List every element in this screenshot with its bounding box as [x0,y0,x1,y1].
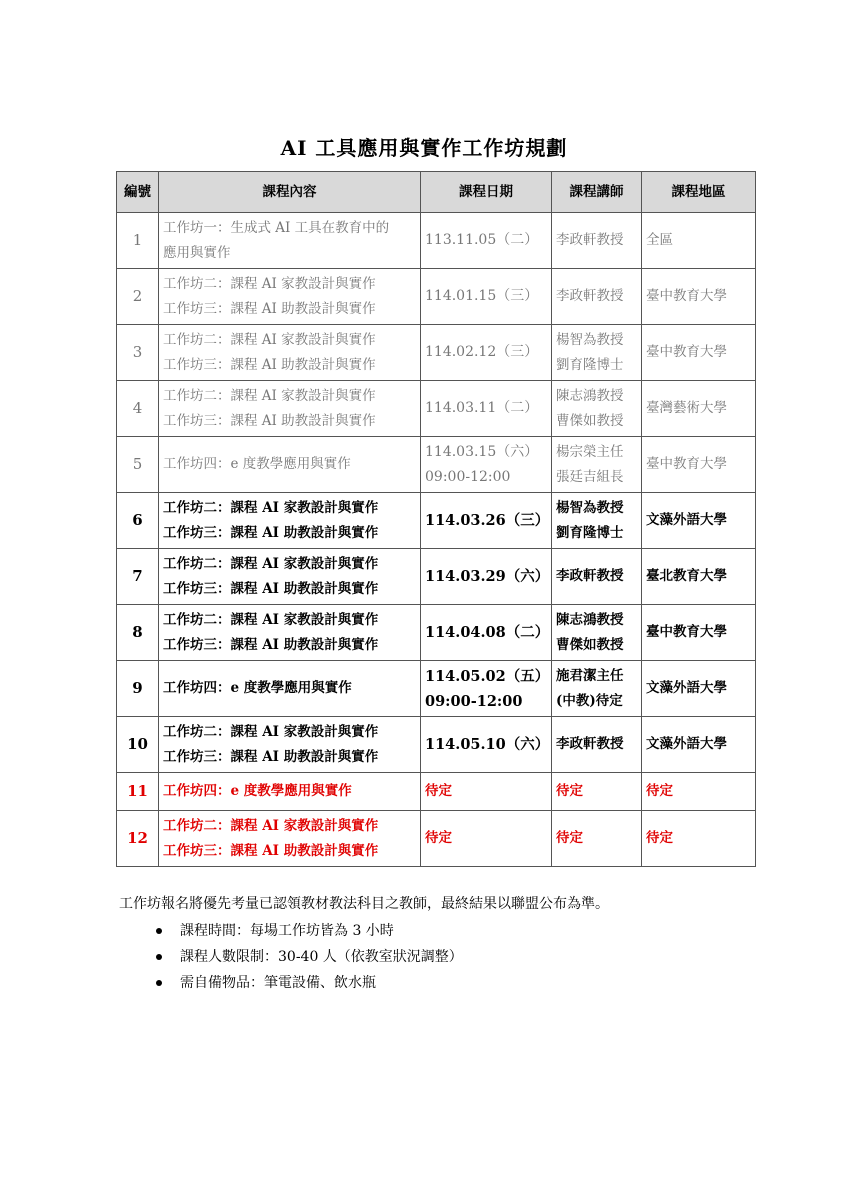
course-content [159,269,421,325]
registration-note: 工作坊報名將優先考量已認領教材教法科目之教師，最終結果以聯盟公布為準。 [119,896,609,912]
table-row [117,269,756,325]
course-area: 臺北教育大學 [642,549,756,605]
teacher-line: 李政軒教授 [556,736,624,752]
date-line: 114.05.02（五） [425,667,550,685]
row-number: 4 [117,381,159,437]
teacher-line: 曹傑如教授 [556,636,624,653]
course-teacher [552,773,642,811]
course-content [159,773,421,811]
course-content [159,549,421,605]
header-teacher: 課程講師 [552,172,642,213]
date-line: 09:00-12:00 [425,692,523,710]
course-content [159,213,421,269]
course-teacher [552,381,642,437]
content-line: 工作坊二：課程 AI 家教設計與實作 [163,331,376,348]
date-line: 114.05.10（六） [425,736,550,753]
content-line: 工作坊三：課程 AI 助教設計與實作 [163,524,379,541]
course-content [159,605,421,661]
course-area: 臺中教育大學 [642,437,756,493]
course-date [421,773,552,811]
course-date [421,325,552,381]
date-line: 09:00-12:00 [425,468,511,485]
date-line: 114.03.29（六） [425,568,550,585]
table-row [117,605,756,661]
table-row [117,213,756,269]
row-number: 5 [117,437,159,493]
bullet-text: 課程時間：每場工作坊皆為 3 小時 [180,923,394,939]
date-line: 待定 [425,783,452,799]
header-content: 課程內容 [159,172,421,213]
course-date [421,437,552,493]
list-item [142,944,463,970]
course-content [159,717,421,773]
date-line: 113.11.05（二） [425,232,539,248]
course-date [421,811,552,867]
course-date [421,661,552,717]
course-date [421,269,552,325]
course-teacher [552,269,642,325]
teacher-line: 李政軒教授 [556,568,624,584]
course-area: 臺中教育大學 [642,605,756,661]
course-content [159,381,421,437]
table-header-row [117,172,756,213]
teacher-line: 張廷吉組長 [556,468,624,485]
teacher-line: 施君潔主任 [556,667,624,684]
course-date [421,605,552,661]
row-number: 12 [117,811,159,867]
course-area: 全區 [642,213,756,269]
date-line: 114.04.08（二） [425,624,550,641]
bullet-icon [156,928,162,934]
bullet-icon [156,954,162,960]
row-number: 3 [117,325,159,381]
row-number: 7 [117,549,159,605]
course-date [421,717,552,773]
course-area: 文藻外語大學 [642,493,756,549]
info-list [142,918,463,996]
course-teacher [552,605,642,661]
course-teacher [552,549,642,605]
date-line: 114.01.15（三） [425,288,539,304]
header-num: 編號 [117,172,159,213]
header-area: 課程地區 [642,172,756,213]
row-number: 10 [117,717,159,773]
content-line: 工作坊三：課程 AI 助教設計與實作 [163,636,379,653]
content-line: 工作坊三：課程 AI 助教設計與實作 [163,842,379,859]
content-line: 工作坊三：課程 AI 助教設計與實作 [163,748,379,765]
course-teacher [552,661,642,717]
table-row [117,437,756,493]
bullet-icon [156,980,162,986]
table-row [117,661,756,717]
table-row [117,493,756,549]
table-row [117,381,756,437]
schedule-table [116,171,756,867]
course-teacher [552,811,642,867]
course-date [421,549,552,605]
row-number: 8 [117,605,159,661]
content-line: 工作坊二：課程 AI 家教設計與實作 [163,387,376,404]
content-line: 工作坊二：課程 AI 家教設計與實作 [163,555,379,572]
content-line: 工作坊二：課程 AI 家教設計與實作 [163,611,379,628]
content-line: 工作坊二：課程 AI 家教設計與實作 [163,275,376,292]
list-item [142,918,463,944]
page-title: AI 工具應用與實作工作坊規劃 [280,136,568,160]
course-area: 文藻外語大學 [642,717,756,773]
teacher-line: 待定 [556,783,583,799]
course-date [421,213,552,269]
row-number: 2 [117,269,159,325]
header-date: 課程日期 [421,172,552,213]
teacher-line: 陳志鴻教授 [556,387,624,404]
course-area: 臺中教育大學 [642,325,756,381]
row-number: 1 [117,213,159,269]
bullet-text: 課程人數限制：30-40 人（依教室狀況調整） [180,949,463,965]
row-number: 9 [117,661,159,717]
course-teacher [552,325,642,381]
course-area: 文藻外語大學 [642,661,756,717]
content-line: 應用與實作 [163,244,231,261]
content-line: 工作坊二：課程 AI 家教設計與實作 [163,723,379,740]
teacher-line: 李政軒教授 [556,288,624,304]
course-teacher [552,437,642,493]
course-date [421,493,552,549]
content-line: 工作坊三：課程 AI 助教設計與實作 [163,412,376,429]
content-line: 工作坊四：e 度教學應用與實作 [163,680,352,696]
teacher-line: 曹傑如教授 [556,412,624,429]
date-line: 114.03.26（三） [425,512,550,529]
course-area: 臺灣藝術大學 [642,381,756,437]
course-content [159,493,421,549]
course-area: 待定 [642,773,756,811]
teacher-line: (中教)待定 [556,692,623,709]
content-line: 工作坊三：課程 AI 助教設計與實作 [163,580,379,597]
table-row [117,717,756,773]
table-row [117,325,756,381]
content-line: 工作坊三：課程 AI 助教設計與實作 [163,300,376,317]
table-row [117,773,756,811]
date-line: 114.02.12（三） [425,344,539,360]
course-content [159,325,421,381]
date-line: 待定 [425,830,452,846]
row-number: 6 [117,493,159,549]
teacher-line: 楊智為教授 [556,499,624,516]
course-teacher [552,717,642,773]
course-date [421,381,552,437]
table-row [117,811,756,867]
teacher-line: 待定 [556,830,583,846]
content-line: 工作坊二：課程 AI 家教設計與實作 [163,817,379,834]
teacher-line: 劉育隆博士 [556,524,624,541]
bullet-text: 需自備物品：筆電設備、飲水瓶 [180,975,376,991]
course-teacher [552,493,642,549]
course-content [159,437,421,493]
date-line: 114.03.15（六） [425,443,539,460]
content-line: 工作坊四：e 度教學應用與實作 [163,783,352,799]
table-row [117,549,756,605]
list-item [142,970,463,996]
content-line: 工作坊一：生成式 AI 工具在教育中的 [163,219,390,236]
course-area: 待定 [642,811,756,867]
content-line: 工作坊二：課程 AI 家教設計與實作 [163,499,379,516]
date-line: 114.03.11（二） [425,400,539,416]
row-number: 11 [117,773,159,811]
teacher-line: 李政軒教授 [556,232,624,248]
teacher-line: 楊智為教授 [556,331,624,348]
course-teacher [552,213,642,269]
course-area: 臺中教育大學 [642,269,756,325]
course-content [159,811,421,867]
content-line: 工作坊三：課程 AI 助教設計與實作 [163,356,376,373]
teacher-line: 楊宗榮主任 [556,443,624,460]
course-content [159,661,421,717]
teacher-line: 陳志鴻教授 [556,611,624,628]
content-line: 工作坊四：e 度教學應用與實作 [163,456,351,472]
teacher-line: 劉育隆博士 [556,356,624,373]
